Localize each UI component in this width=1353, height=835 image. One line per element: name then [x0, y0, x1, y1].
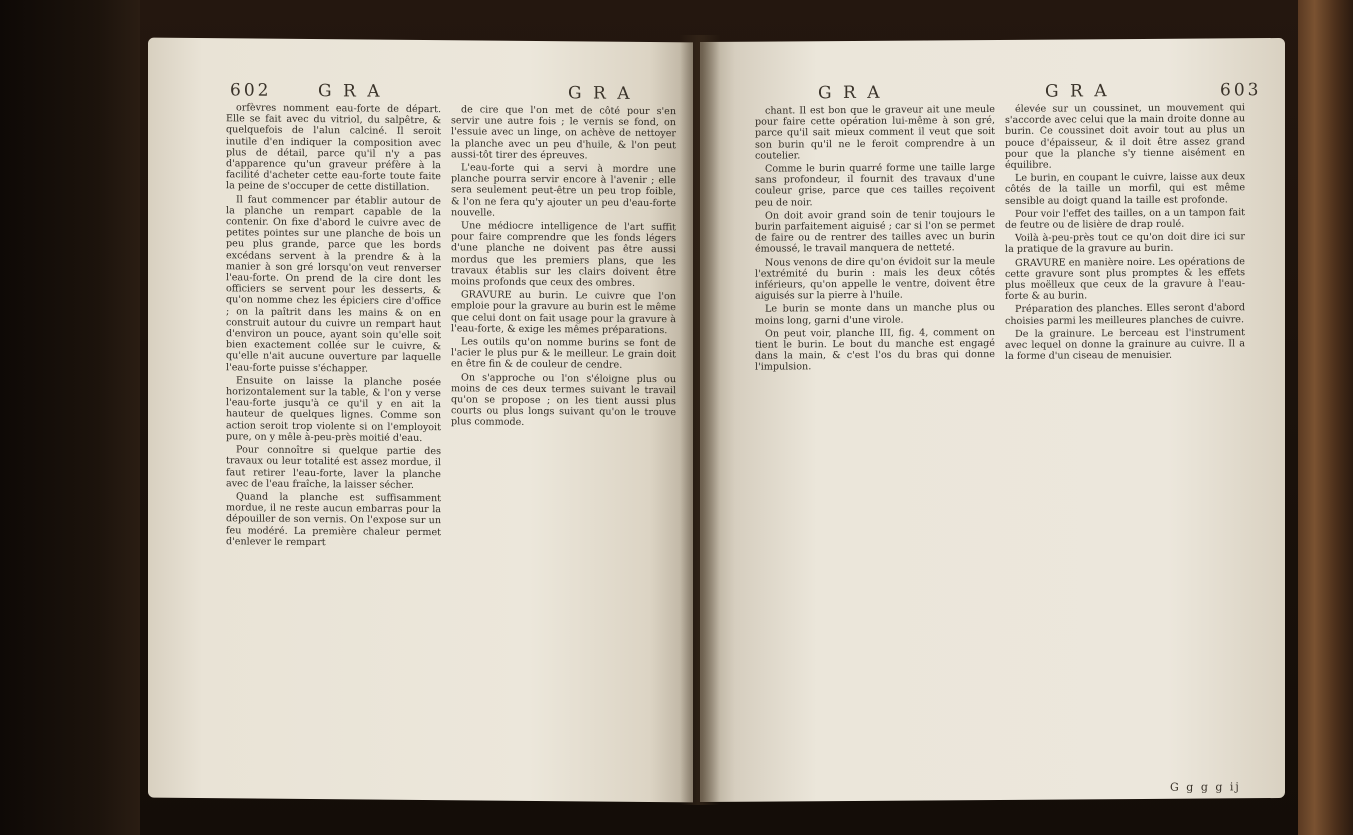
- paragraph: Pour connoître si quelque partie des travaux ou leur totalité est assez mordue, il faut retirer l'eau-forte, laver la planche avec de l'eau fraîche, la laisser sécher.: [226, 444, 441, 491]
- paragraph: orfèvres nomment eau-forte de départ. Elle se fait avec du vitriol, du salpêtre, & quelquefois de l'alun calciné. Il seroit inutile d'en indiquer la composition avec plus de détail, parce qu'il n'y a pas d'apparence qu'un graveur préfère à la facilité d'acheter cette eau-forte toute faite la peine de s'occuper de cette distillation.: [226, 102, 441, 194]
- book-gutter: [680, 35, 720, 805]
- paragraph: On peut voir, planche III, fig. 4, comment on tient le burin. Le bout du manche est engagé dans la main, & c'est l'os du bras qui donne l'impulsion.: [755, 326, 995, 374]
- paragraph: GRAVURE au burin. Le cuivre que l'on emploie pour la gravure au burin est le même que celui dont on fait usage pour la gravure à l'eau-forte, & exige les mêmes préparations.: [451, 289, 676, 337]
- right-page: [700, 38, 1285, 802]
- paragraph: Quand la planche est suffisamment mordue, il ne reste aucun embarras pour la dépouiller de son vernis. On l'expose sur un feu modéré. La première chaleur permet d'enlever le rempart: [226, 491, 441, 548]
- paragraph: De la grainure. Le berceau est l'instrument avec lequel on donne la grainure au cuivre. Il a la forme d'un ciseau de menuisier.: [1005, 327, 1245, 363]
- left-column-1: [226, 102, 441, 551]
- left-running-head-1: G R A: [318, 81, 383, 102]
- paragraph: Une médiocre intelligence de l'art suffit pour faire comprendre que les fonds légers d'une planche ne doivent pas être aussi mordus que les premiers plans, que les travaux établis sur les clairs doivent être moins profonds que ceux des ombres.: [451, 220, 676, 289]
- paragraph: Voilà à-peu-près tout ce qu'on doit dire ici sur la pratique de la gravure au burin.: [1005, 231, 1245, 256]
- paragraph: de cire que l'on met de côté pour s'en servir une autre fois ; le vernis se fond, on l'essuie avec un linge, on achève de nettoyer la planche avec un peu d'huile, & l'on peut aussi-tôt tirer des épreuves.: [451, 104, 676, 162]
- paragraph: Pour voir l'effet des tailles, on a un tampon fait de feutre ou de lisière de drap roulé.: [1005, 207, 1245, 231]
- paragraph: élevée sur un coussinet, un mouvement qui s'accorde avec celui que la main droite donne au burin. Ce coussinet doit avoir tout au plus un pouce d'épaisseur, & il doit être assez grand pour que la planche s'y tienne aisément en équilibre.: [1005, 102, 1245, 171]
- left-page-number: 602: [230, 80, 272, 101]
- paragraph: GRAVURE en manière noire. Les opérations de cette gravure sont plus promptes & les effets plus moëlleux que ceux de la gravure à l'eau-forte & au burin.: [1005, 255, 1245, 303]
- left-column-2: [451, 104, 676, 432]
- paragraph: Le burin se monte dans un manche plus ou moins long, garni d'une virole.: [755, 302, 995, 327]
- right-running-head-2: G R A: [1045, 81, 1110, 102]
- book-spine-right: [1298, 0, 1353, 835]
- paragraph: Comme le burin quarré forme une taille large sans profondeur, il fournit des travaux d'une couleur grise, parce que ces tailles reçoivent peu de noir.: [755, 161, 995, 209]
- paragraph: L'eau-forte qui a servi à mordre une planche pourra servir encore à l'avenir ; elle sera seulement peut-être un peu trop foible, & l'on ne fera qu'y ajouter un peu d'eau-forte nouvelle.: [451, 162, 676, 219]
- paragraph: Préparation des planches. Elles seront d'abord choisies parmi les meilleures planches de cuivre.: [1005, 302, 1245, 327]
- paragraph: chant. Il est bon que le graveur ait une meule pour faire cette opération lui-même à son gré, parce qu'il sait mieux comment il veut que soit son burin qu'il ne le feroit comprendre à un coutelier.: [755, 103, 995, 162]
- right-column-1: [755, 104, 995, 375]
- right-column-2: [1005, 102, 1245, 364]
- left-page: [148, 38, 693, 803]
- paragraph: Les outils qu'on nomme burins se font de l'acier le plus pur & le meilleur. Le grain doit en être fin & de couleur de cendre.: [451, 336, 676, 372]
- right-running-head-1: G R A: [818, 82, 883, 104]
- paragraph: Ensuite on laisse la planche posée horizontalement sur la table, & l'on y verse l'eau-forte jusqu'à ce qu'il y en ait la hauteur de quelques lignes. Comme son action seroit trop violente si on l'employoit pure, on y mêle à-peu-près moitié d'eau.: [226, 375, 441, 444]
- paragraph: On doit avoir grand soin de tenir toujours le burin parfaitement aiguisé ; car si l'on se permet de faire ou de rentrer des tailles avec un burin émoussé, le travail manquera de netteté.: [755, 208, 995, 256]
- right-page-number: 603: [1220, 80, 1262, 101]
- left-running-head-2: G R A: [568, 83, 633, 104]
- paragraph: Le burin, en coupant le cuivre, laisse aux deux côtés de la taille un morfil, qui est même sensible au doigt quand la taille est profonde.: [1005, 171, 1245, 207]
- book-cover-left: [0, 0, 140, 835]
- signature-mark: G g g g ij: [1170, 780, 1241, 794]
- paragraph: Il faut commencer par établir autour de la planche un rempart capable de la contenir. On fixe d'abord le cuivre avec de petites pointes sur une planche de bois un peu plus grande, parce que les bords excédans servent à la prendre & à la manier à son gré lorsqu'on veut renverser l'eau-forte. On prend de la cire dont les officiers se servent pour les desserts, & qu'on nomme chez les épiciers cire d'office ; on la paîtrit dans les mains & on en construit autour du cuivre un rempart haut d'environ un pouce, ayant soin qu'elle soit bien exactement collée sur le cuivre, & qu'elle n'ait aucune ouverture par laquelle l'eau-forte puisse s'échapper.: [226, 194, 441, 375]
- paragraph: Nous venons de dire qu'on évidoit sur la meule l'extrémité du burin : mais les deux côtés inférieurs, qu'on appelle le ventre, doivent être aiguisés sur la pierre à l'huile.: [755, 255, 995, 302]
- paragraph: On s'approche ou l'on s'éloigne plus ou moins de ces deux termes suivant le travail qu'on se propose ; on les tient aussi plus courts ou plus longs suivant qu'on le trouve plus commode.: [451, 372, 676, 429]
